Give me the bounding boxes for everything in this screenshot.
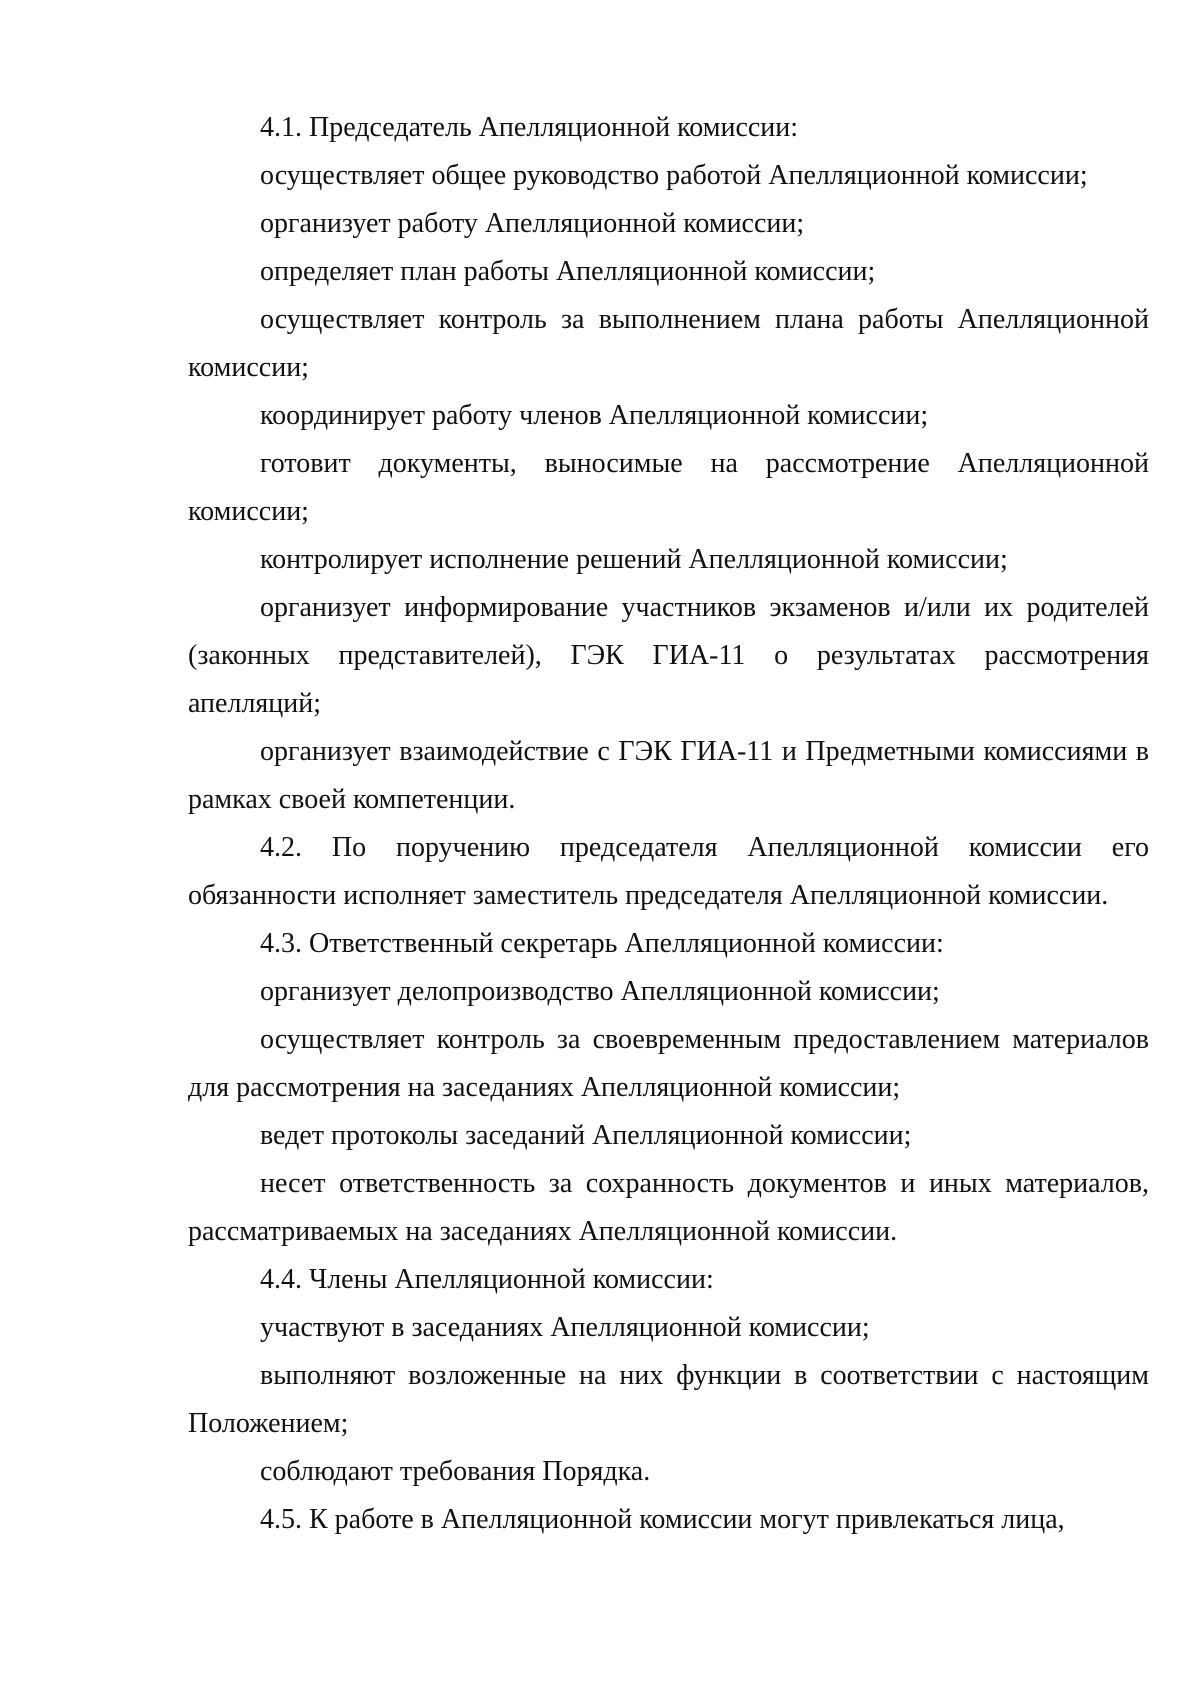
paragraph-4-5-persons: 4.5. К работе в Апелляционной комиссии могут привлекаться лица, — [260, 1504, 1065, 1535]
paragraph-plan-control: осуществляет контроль за выполнением плана работы Апелляционной комиссии; — [188, 304, 1149, 383]
paragraph-perform-functions: выполняют возложенные на них функции в соответствии с настоящим Положением; — [188, 1360, 1149, 1439]
paragraph-coordinates-members: координирует работу членов Апелляционной комиссии; — [260, 400, 929, 431]
paragraph-document-safety: несет ответственность за сохранность документов и иных материалов, рассматриваемых на заседаниях Апелляционной комиссии. — [188, 1168, 1149, 1247]
paragraph-general-management: осуществляет общее руководство работой Апелляционной комиссии; — [260, 160, 1088, 191]
paragraph-4-1-heading: 4.1. Председатель Апелляционной комиссии: — [260, 112, 799, 143]
paragraph-records-management: организует делопроизводство Апелляционной комиссии; — [260, 976, 940, 1007]
paragraph-prepares-documents: готовит документы, выносимые на рассмотрение Апелляционной комиссии; — [188, 448, 1149, 527]
paragraph-organizes-work: организует работу Апелляционной комиссии; — [260, 208, 805, 239]
paragraph-participate-meetings: участвуют в заседаниях Апелляционной комиссии; — [260, 1312, 870, 1343]
paragraph-materials-control: осуществляет контроль за своевременным предоставлением материалов для рассмотрения на заседаниях Апелляционной комиссии; — [188, 1024, 1149, 1103]
document-page — [188, 104, 1149, 1544]
paragraph-comply-procedure: соблюдают требования Порядка. — [260, 1456, 651, 1487]
paragraph-controls-decisions: контролирует исполнение решений Апелляционной комиссии; — [260, 544, 1008, 575]
paragraph-interaction-gek: организует взаимодействие с ГЭК ГИА-11 и Предметными комиссиями в рамках своей компетенции. — [188, 736, 1149, 815]
paragraph-keeps-minutes: ведет протоколы заседаний Апелляционной комиссии; — [260, 1120, 912, 1151]
paragraph-4-3-heading: 4.3. Ответственный секретарь Апелляционной комиссии: — [260, 928, 944, 959]
paragraph-4-2-deputy: 4.2. По поручению председателя Апелляционной комиссии его обязанности исполняет заместитель председателя Апелляционной комиссии. — [188, 832, 1149, 911]
paragraph-4-4-heading: 4.4. Члены Апелляционной комиссии: — [260, 1264, 714, 1295]
paragraph-informs-participants: организует информирование участников экзаменов и/или их родителей (законных представителей), ГЭК ГИА-11 о результатах рассмотрения апелляций; — [188, 592, 1149, 719]
paragraph-work-plan: определяет план работы Апелляционной комиссии; — [260, 256, 876, 287]
